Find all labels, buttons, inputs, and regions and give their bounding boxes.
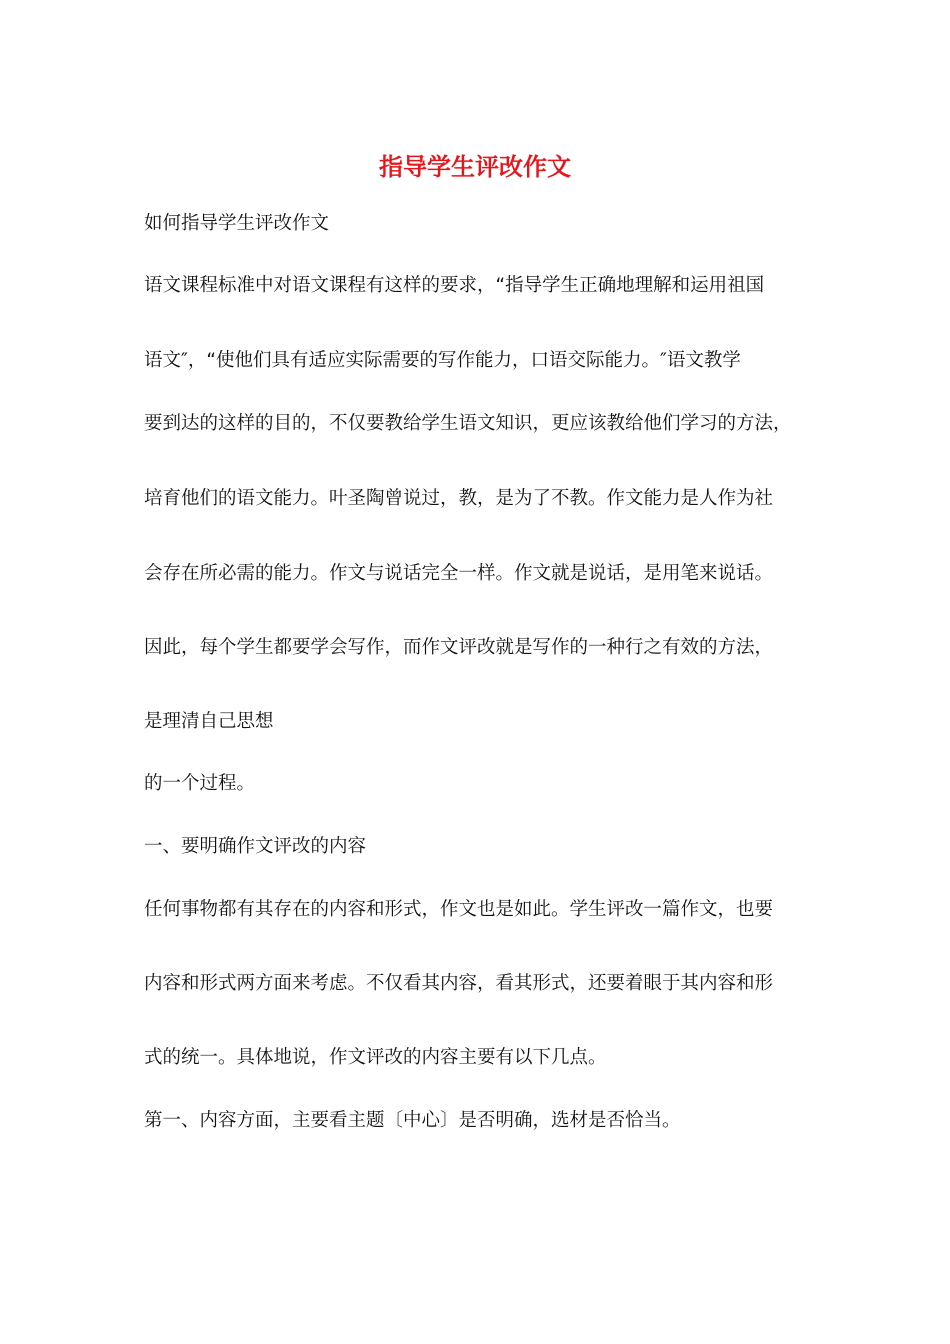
section-heading: 一、要明确作文评改的内容 — [144, 836, 367, 857]
paragraph-line-10: 任何事物都有其存在的内容和形式，作文也是如此。学生评改一篇作文，也要 — [144, 899, 774, 920]
paragraph-line-4: 培育他们的语文能力。叶圣陶曾说过，教，是为了不教。作文能力是人作为社 — [144, 488, 774, 509]
subtitle-line: 如何指导学生评改作文 — [144, 213, 330, 234]
paragraph-line-1: 语文课程标准中对语文课程有这样的要求，“指导学生正确地理解和运用祖国 — [144, 275, 765, 296]
paragraph-line-3: 要到达的这样的目的，不仅要教给学生语文知识，更应该教给他们学习的方法， — [144, 413, 792, 434]
paragraph-line-12: 式的统一。具体地说，作文评改的内容主要有以下几点。 — [144, 1047, 607, 1068]
paragraph-line-6: 因此，每个学生都要学会写作，而作文评改就是写作的一种行之有效的方法， — [144, 637, 774, 658]
paragraph-line-8: 的一个过程。 — [144, 773, 256, 794]
paragraph-line-7: 是理清自己思想 — [144, 711, 274, 732]
paragraph-line-11: 内容和形式两方面来考虑。不仅看其内容，看其形式，还要着眼于其内容和形 — [144, 973, 774, 994]
paragraph-line-2: 语文″，“使他们具有适应实际需要的写作能力，口语交际能力。″语文教学 — [144, 350, 741, 371]
paragraph-line-5: 会存在所必需的能力。作文与说话完全一样。作文就是说话，是用笔来说话。 — [144, 563, 774, 584]
paragraph-line-13: 第一、内容方面，主要看主题〔中心〕是否明确，选材是否恰当。 — [144, 1110, 681, 1131]
document-title: 指导学生评改作文 — [379, 152, 571, 181]
